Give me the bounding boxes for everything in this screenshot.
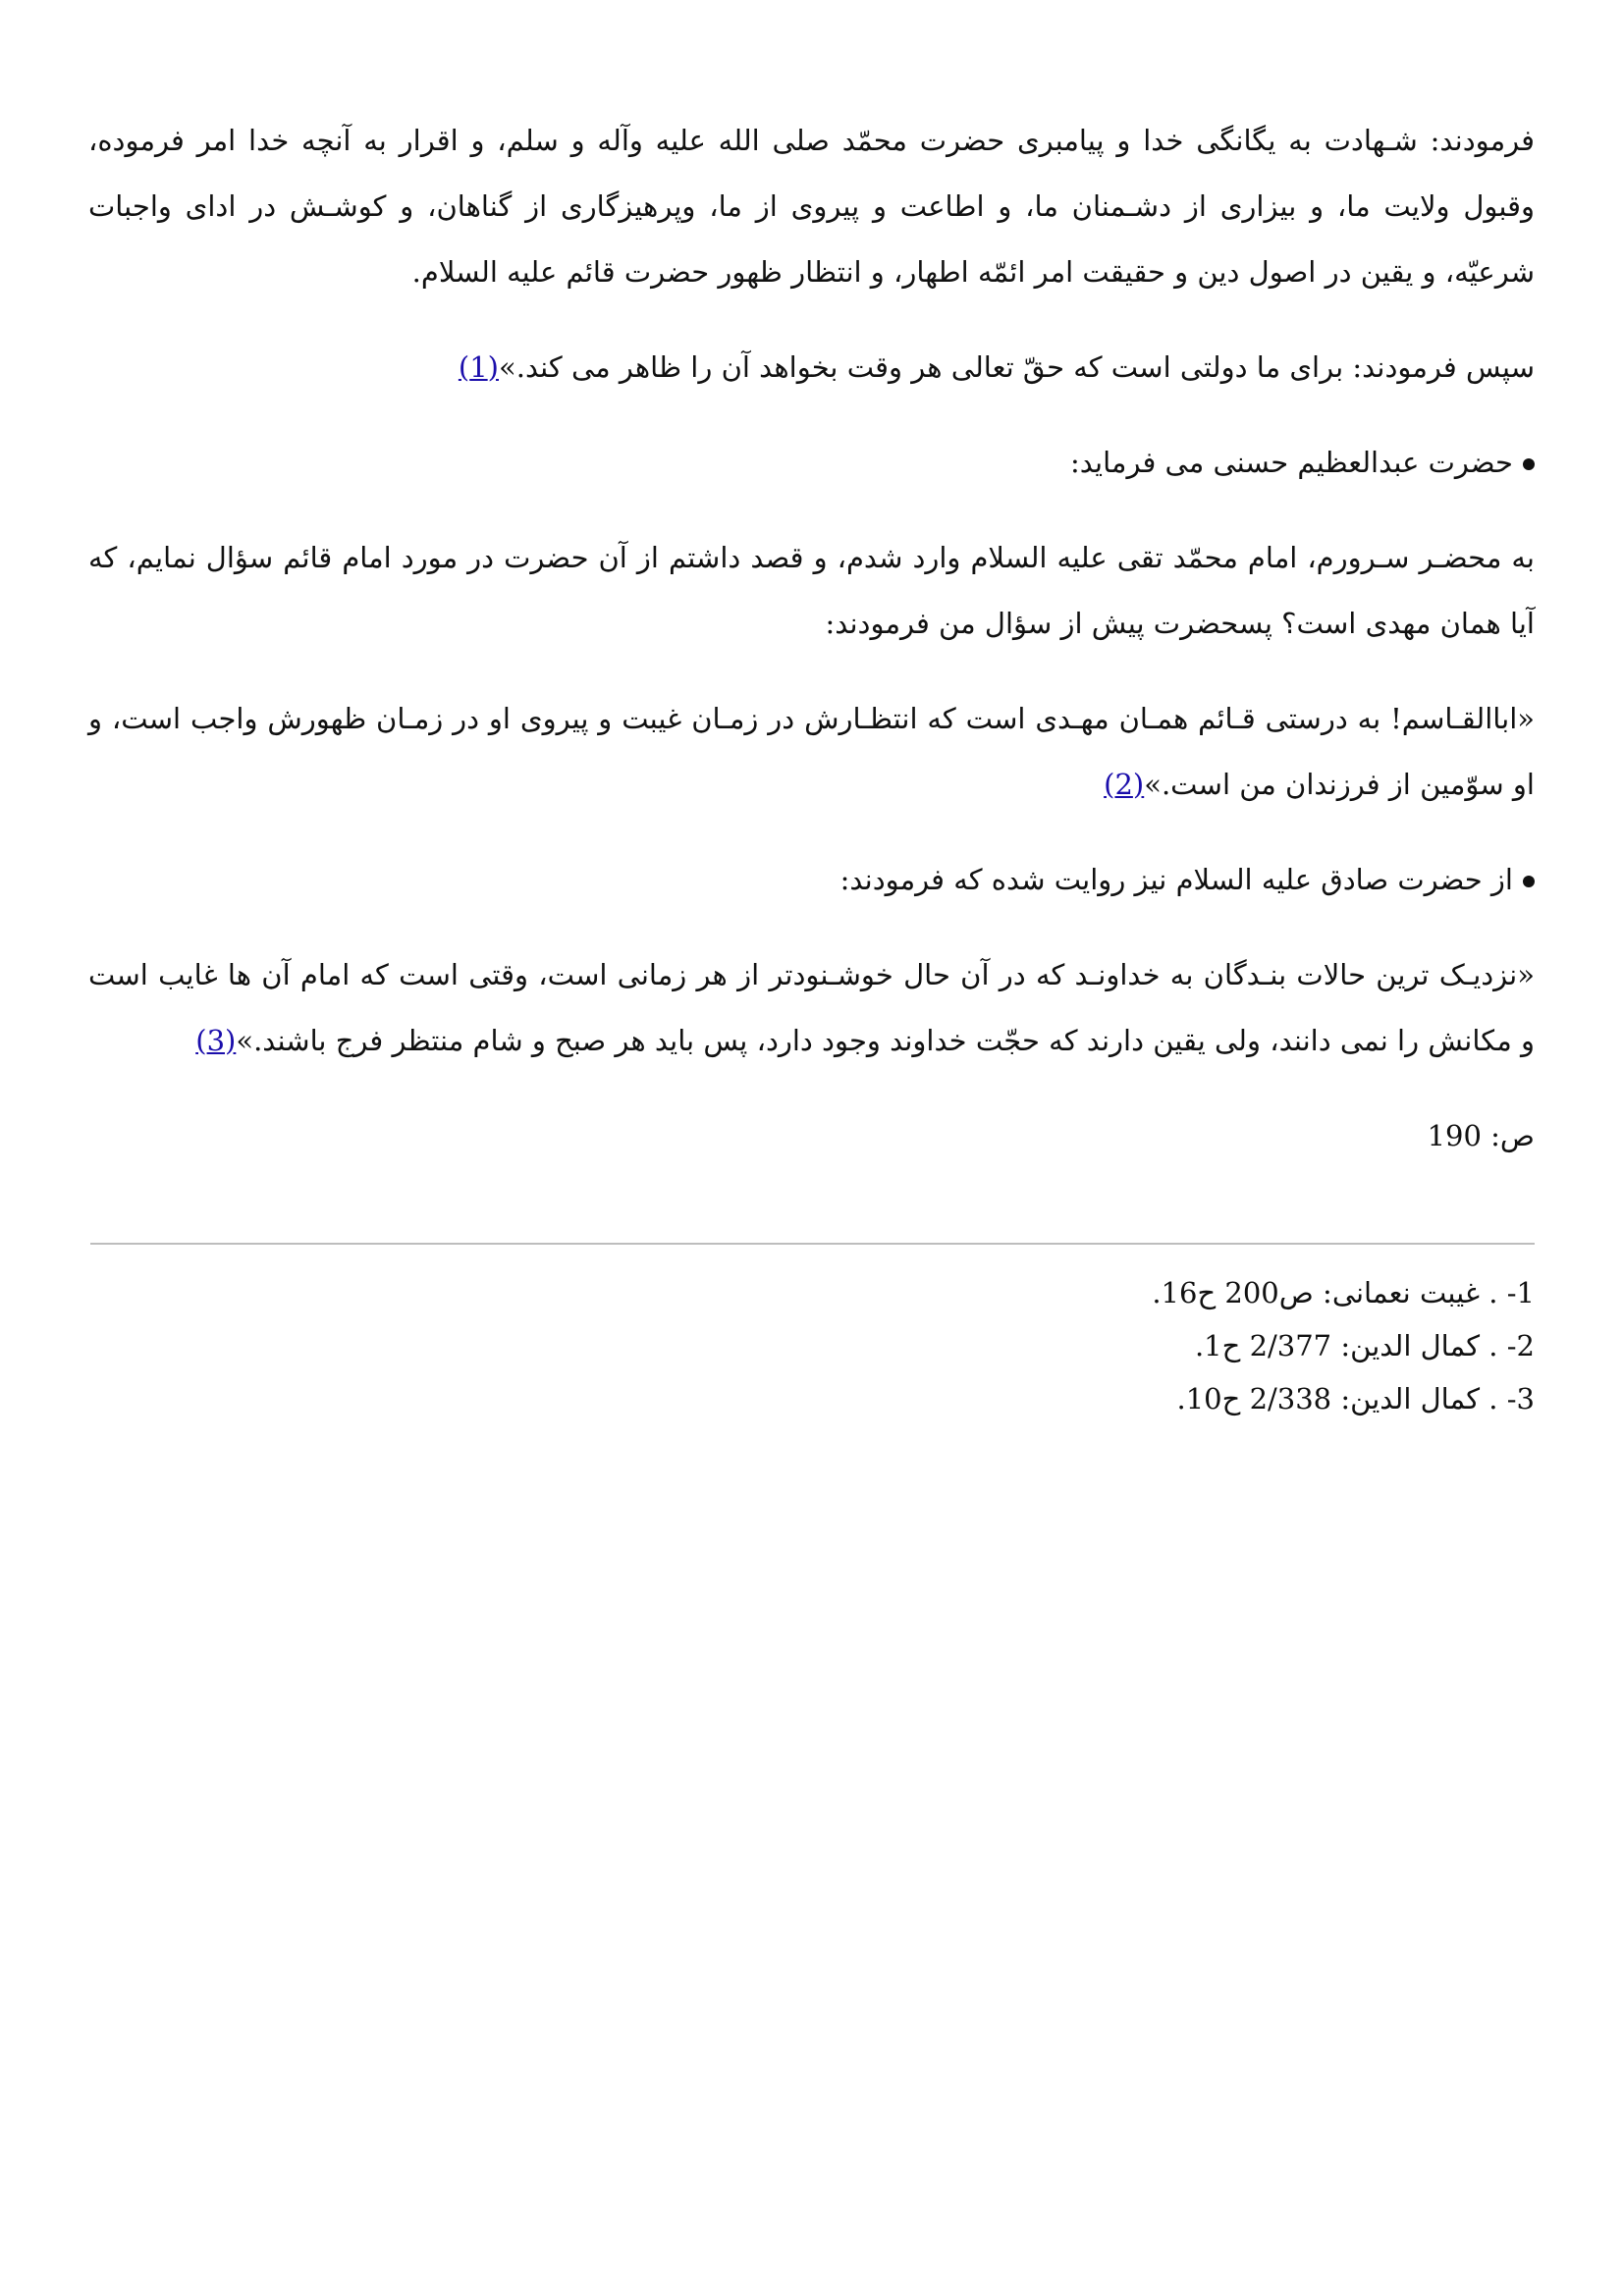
bullet-item-sadiq: [88, 847, 1535, 913]
bullet-item-abdulazim: [88, 430, 1535, 496]
paragraph-abulqasim: [88, 686, 1535, 818]
paragraph-text: «اباالقـاسم! به درستی قـائم همـان مهـدی است که انتظـارش در زمـان غیبت و پیروی او در زمـان ظهورش واجب است، و او سوّمین از فرزندان من است.»: [88, 702, 1535, 801]
footnote-item-3: 3- . کمال الدین: 2/338 ح10.: [1176, 1382, 1535, 1415]
footnote-item-1: 1- . غیبت نعمانی: ص200 ح16.: [1152, 1276, 1535, 1309]
paragraph-visit: [88, 525, 1535, 657]
paragraph-text: فرمودند: شـهادت به یگانگی خدا و پیامبری حضرت محمّد صلی الله علیه وآله و سلم، و اقرار به آنچه خدا امر فرموده، وقبول ولایت ما، و بیزاری از دشـمنان ما، و اطاعت و پیروی از ما، وپرهیزگاری از گناهان، و کوشـش در ادای واجبات شرعیّه، و یقین در اصول دین و حقیقت امر ائمّه اطهار، و انتظار ظهور حضرت قائم علیه السلام.: [88, 124, 1535, 289]
paragraph-text: به محضـر سـرورم، امام محمّد تقی علیه السلام وارد شدم، و قصد داشتم از آن حضرت در مورد امام قائم سؤال نمایم، که آیا همان مهدی است؟ پسحضرت پیش از سؤال من فرمودند:: [88, 541, 1535, 640]
footnote-link-2[interactable]: (2): [1104, 768, 1145, 801]
paragraph-text: «نزدیـک ترین حالات بنـدگان به خداونـد که در آن حال خوشـنودتر از هر زمانی است، وقتی است که امام آن ها غایب است و مکانش را نمی دانند، ولی یقین دارند که حجّت خداوند وجود دارد، پس باید هر صبح و شام منتظر فرج باشند.»: [88, 958, 1535, 1057]
paragraph-government: [88, 335, 1535, 400]
bullet-dot-icon: [1523, 458, 1535, 470]
bullet-text: از حضرت صادق علیه السلام نیز روایت شده که فرمودند:: [839, 863, 1513, 896]
footnote-item-2: 2- . کمال الدین: 2/377 ح1.: [1194, 1329, 1535, 1362]
footnote-link-1[interactable]: (1): [458, 350, 499, 384]
page-number: ص: 190: [1427, 1119, 1535, 1152]
paragraph-text: سپس فرمودند: برای ما دولتی است که حقّ تعالی هر وقت بخواهد آن را ظاهر می کند.»: [498, 350, 1535, 384]
footnotes-section: [88, 1266, 1535, 1425]
paragraph-testimony: [88, 108, 1535, 305]
footnote-link-3[interactable]: (3): [195, 1024, 237, 1057]
paragraph-nearest-states: [88, 942, 1535, 1074]
bullet-text: حضرت عبدالعظیم حسنی می فرماید:: [1070, 446, 1513, 479]
bullet-dot-icon: [1523, 876, 1535, 887]
footnote-divider: [90, 1243, 1535, 1245]
document-body: [88, 108, 1535, 1199]
